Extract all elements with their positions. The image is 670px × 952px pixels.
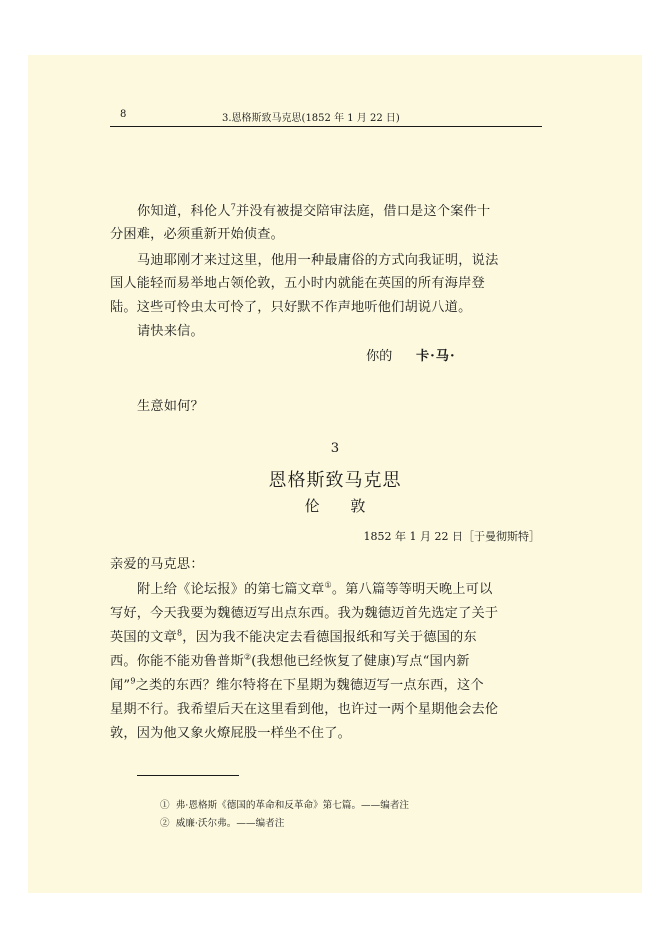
- salutation: 亲爱的马克思：: [110, 557, 204, 572]
- body-line: 国人能轻而易举地占领伦敦，五小时内就能在英国的所有海岸登: [110, 276, 485, 291]
- header-rule: [110, 126, 542, 127]
- body-line: 星期不行。我希望后天在这里看到他，也许过一两个星期他会去伦: [110, 702, 499, 717]
- postscript: 生意如何？: [137, 399, 204, 414]
- signoff-name: 卡·马·: [416, 349, 456, 364]
- body-line: 分困难，必须重新开始侦查。: [110, 227, 285, 242]
- body-line: 英国的文章$^8$，因为我不能决定去看德国报纸和写关于德国的东: [110, 628, 477, 645]
- footnote: ② 威廉·沃尔弗。——编者注: [160, 818, 285, 829]
- body-line: 附上给《论坛报》的第七篇文章①。第八篇等等明天晚上可以: [137, 580, 493, 597]
- dateline: 1852 年 1 月 22 日［于曼彻斯特］: [363, 530, 540, 543]
- endnote-marker: 8: [176, 628, 183, 638]
- endnote-marker: 9: [130, 676, 136, 686]
- endnote-marker: 7: [230, 202, 237, 212]
- signoff-lead: 你的: [366, 349, 393, 364]
- footnote-marker: ①: [324, 580, 332, 590]
- letter-place: 伦 敦: [304, 497, 366, 515]
- body-line: 请快来信。: [137, 324, 204, 339]
- footnote: ① 弗·恩格斯《德国的革命和反革命》第七篇。——编者注: [160, 800, 410, 811]
- body-line: 马迪耶刚才来过这里，他用一种最庸俗的方式向我证明，说法: [137, 253, 499, 268]
- body-line: 写好，今天我要为魏德迈写出点东西。我为魏德迈首先选定了关于: [110, 606, 499, 621]
- letter-number: 3: [330, 441, 340, 456]
- letter-title: 恩格斯致马克思: [268, 470, 402, 491]
- body-line: 敦，因为他又象火燎屁股一样坐不住了。: [110, 726, 351, 741]
- body-line: 陆。这些可怜虫太可怜了，只好默不作声地听他们胡说八道。: [110, 300, 472, 315]
- body-line: 你知道，科伦人$^7$并没有被提交陪审法庭，借口是这个案件十: [137, 202, 491, 219]
- body-line: 西。你能不能劝鲁普斯②(我想他已经恢复了健康)写点“国内新: [110, 652, 470, 669]
- footnote-marker: ②: [243, 652, 252, 662]
- running-title: 3.恩格斯致马克思(1852 年 1 月 22 日): [222, 113, 400, 124]
- page-number: 8: [120, 109, 127, 120]
- body-line: 闻”$^9$之类的东西？维尔特将在下星期为魏德迈写一点东西，这个: [110, 676, 484, 693]
- footnote-rule: [137, 775, 239, 776]
